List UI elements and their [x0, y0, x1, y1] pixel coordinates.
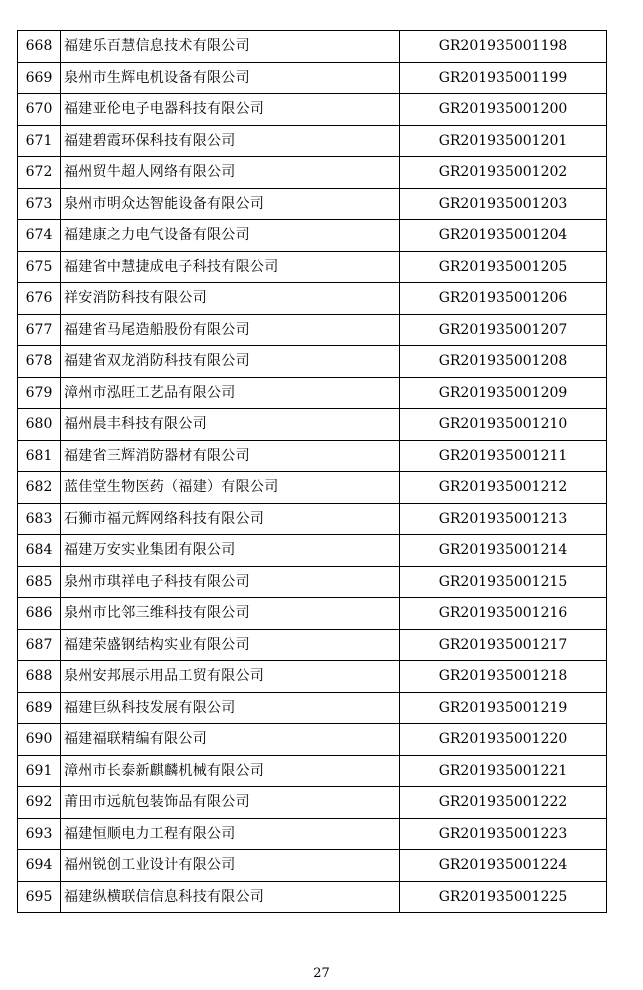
row-number: 687 — [18, 629, 61, 661]
certificate-number: GR201935001208 — [400, 346, 607, 378]
table-row — [18, 598, 607, 630]
company-name: 福州晨丰科技有限公司 — [61, 409, 400, 441]
table-row — [18, 346, 607, 378]
table-row — [18, 188, 607, 220]
row-number: 678 — [18, 346, 61, 378]
company-name: 福建巨纵科技发展有限公司 — [61, 692, 400, 724]
table-row — [18, 850, 607, 882]
certificate-number: GR201935001212 — [400, 472, 607, 504]
table-row — [18, 566, 607, 598]
certificate-number: GR201935001220 — [400, 724, 607, 756]
certificate-number: GR201935001221 — [400, 755, 607, 787]
certificate-number: GR201935001214 — [400, 535, 607, 567]
company-name: 福建福联精编有限公司 — [61, 724, 400, 756]
table-row — [18, 377, 607, 409]
table-row — [18, 503, 607, 535]
certificate-number: GR201935001209 — [400, 377, 607, 409]
row-number: 690 — [18, 724, 61, 756]
company-name: 泉州市明众达智能设备有限公司 — [61, 188, 400, 220]
row-number: 688 — [18, 661, 61, 693]
company-name: 福建碧霞环保科技有限公司 — [61, 125, 400, 157]
company-name: 石狮市福元辉网络科技有限公司 — [61, 503, 400, 535]
row-number: 693 — [18, 818, 61, 850]
certificate-number: GR201935001207 — [400, 314, 607, 346]
row-number: 677 — [18, 314, 61, 346]
row-number: 680 — [18, 409, 61, 441]
row-number: 668 — [18, 31, 61, 63]
row-number: 689 — [18, 692, 61, 724]
company-name: 莆田市远航包装饰品有限公司 — [61, 787, 400, 819]
company-name: 祥安消防科技有限公司 — [61, 283, 400, 315]
table-row — [18, 125, 607, 157]
company-name: 福州锐创工业设计有限公司 — [61, 850, 400, 882]
company-name: 福建荣盛钢结构实业有限公司 — [61, 629, 400, 661]
table-row — [18, 661, 607, 693]
certificate-number: GR201935001205 — [400, 251, 607, 283]
row-number: 676 — [18, 283, 61, 315]
company-name: 福建省马尾造船股份有限公司 — [61, 314, 400, 346]
company-name: 福建万安实业集团有限公司 — [61, 535, 400, 567]
certificate-number: GR201935001222 — [400, 787, 607, 819]
table-row — [18, 692, 607, 724]
company-list-body — [18, 31, 607, 913]
table-row — [18, 283, 607, 315]
certificate-number: GR201935001219 — [400, 692, 607, 724]
certificate-number: GR201935001217 — [400, 629, 607, 661]
table-row — [18, 314, 607, 346]
row-number: 679 — [18, 377, 61, 409]
table-row — [18, 31, 607, 63]
row-number: 672 — [18, 157, 61, 189]
table-row — [18, 62, 607, 94]
table-row — [18, 755, 607, 787]
certificate-number: GR201935001224 — [400, 850, 607, 882]
table-row — [18, 787, 607, 819]
table-row — [18, 818, 607, 850]
table-row — [18, 535, 607, 567]
certificate-number: GR201935001218 — [400, 661, 607, 693]
certificate-number: GR201935001200 — [400, 94, 607, 126]
page-number: 27 — [313, 966, 330, 981]
table-row — [18, 409, 607, 441]
certificate-number: GR201935001213 — [400, 503, 607, 535]
row-number: 670 — [18, 94, 61, 126]
row-number: 692 — [18, 787, 61, 819]
company-name: 泉州市生辉电机设备有限公司 — [61, 62, 400, 94]
company-name: 泉州市比邻三维科技有限公司 — [61, 598, 400, 630]
certificate-number: GR201935001202 — [400, 157, 607, 189]
certificate-number: GR201935001206 — [400, 283, 607, 315]
table-row — [18, 220, 607, 252]
table-row — [18, 94, 607, 126]
row-number: 686 — [18, 598, 61, 630]
certificate-number: GR201935001215 — [400, 566, 607, 598]
company-name: 福建恒顺电力工程有限公司 — [61, 818, 400, 850]
company-name: 福建亚伦电子电器科技有限公司 — [61, 94, 400, 126]
row-number: 673 — [18, 188, 61, 220]
row-number: 695 — [18, 881, 61, 913]
row-number: 681 — [18, 440, 61, 472]
row-number: 682 — [18, 472, 61, 504]
certificate-number: GR201935001204 — [400, 220, 607, 252]
company-name: 福州贸牛超人网络有限公司 — [61, 157, 400, 189]
company-name: 泉州市琪祥电子科技有限公司 — [61, 566, 400, 598]
table-row — [18, 629, 607, 661]
certificate-number: GR201935001211 — [400, 440, 607, 472]
company-name: 漳州市泓旺工艺品有限公司 — [61, 377, 400, 409]
row-number: 684 — [18, 535, 61, 567]
certificate-number: GR201935001199 — [400, 62, 607, 94]
table-row — [18, 157, 607, 189]
company-name: 福建省三辉消防器材有限公司 — [61, 440, 400, 472]
company-name: 福建省中慧捷成电子科技有限公司 — [61, 251, 400, 283]
row-number: 669 — [18, 62, 61, 94]
row-number: 674 — [18, 220, 61, 252]
certificate-number: GR201935001223 — [400, 818, 607, 850]
certificate-number: GR201935001225 — [400, 881, 607, 913]
table-row — [18, 251, 607, 283]
row-number: 675 — [18, 251, 61, 283]
row-number: 683 — [18, 503, 61, 535]
company-name: 福建纵横联信信息科技有限公司 — [61, 881, 400, 913]
table-row — [18, 724, 607, 756]
company-name: 福建乐百慧信息技术有限公司 — [61, 31, 400, 63]
company-name: 漳州市长泰新麒麟机械有限公司 — [61, 755, 400, 787]
row-number: 691 — [18, 755, 61, 787]
certificate-number: GR201935001210 — [400, 409, 607, 441]
certificate-number: GR201935001201 — [400, 125, 607, 157]
company-list-table — [17, 30, 607, 913]
row-number: 685 — [18, 566, 61, 598]
row-number: 694 — [18, 850, 61, 882]
certificate-number: GR201935001203 — [400, 188, 607, 220]
certificate-number: GR201935001198 — [400, 31, 607, 63]
table-row — [18, 472, 607, 504]
certificate-number: GR201935001216 — [400, 598, 607, 630]
company-name: 福建康之力电气设备有限公司 — [61, 220, 400, 252]
row-number: 671 — [18, 125, 61, 157]
table-row — [18, 440, 607, 472]
table-row — [18, 881, 607, 913]
company-name: 福建省双龙消防科技有限公司 — [61, 346, 400, 378]
company-name: 泉州安邦展示用品工贸有限公司 — [61, 661, 400, 693]
company-name: 蓝佳堂生物医药（福建）有限公司 — [61, 472, 400, 504]
